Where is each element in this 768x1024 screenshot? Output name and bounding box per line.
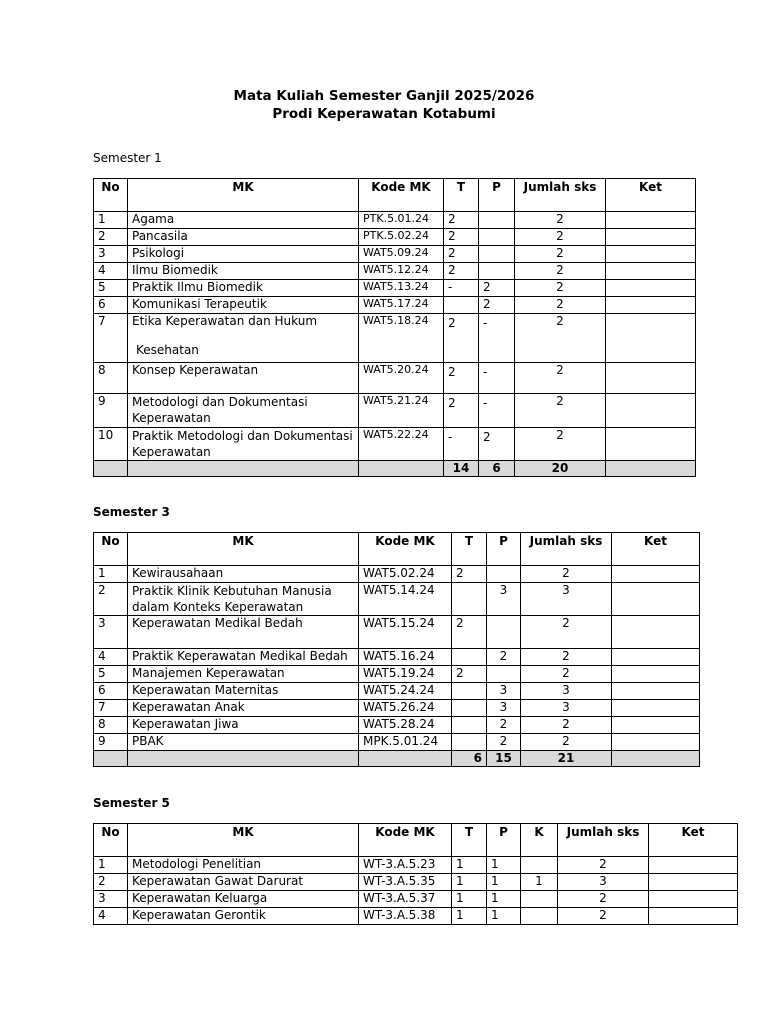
cell-ket xyxy=(606,428,696,461)
total-t: 6 xyxy=(452,751,487,767)
cell-p: 3 xyxy=(487,683,521,700)
cell-no: 9 xyxy=(94,734,128,751)
cell-ket xyxy=(649,891,738,908)
cell-t xyxy=(452,734,487,751)
cell-kode: WAT5.12.24 xyxy=(359,263,444,280)
semester-1-table xyxy=(93,178,696,477)
cell-ket xyxy=(606,314,696,363)
cell-mk: Keperawatan Anak xyxy=(128,700,359,717)
header-t: T xyxy=(452,533,487,566)
cell-jumlah: 2 xyxy=(515,363,606,394)
cell-t xyxy=(444,297,479,314)
cell-ket xyxy=(612,583,700,616)
cell-kode: WAT5.16.24 xyxy=(359,649,452,666)
table-row xyxy=(94,908,738,925)
table-row xyxy=(94,734,700,751)
cell-jumlah: 2 xyxy=(515,428,606,461)
cell-mk: Keperawatan Maternitas xyxy=(128,683,359,700)
cell-p xyxy=(487,666,521,683)
header-jumlah: Jumlah sks xyxy=(558,824,649,857)
semester-3-label: Semester 3 xyxy=(93,505,170,519)
cell-kode: WAT5.28.24 xyxy=(359,717,452,734)
cell-ket xyxy=(606,229,696,246)
cell-p: 2 xyxy=(479,280,515,297)
cell-ket xyxy=(606,394,696,428)
cell-jumlah: 2 xyxy=(515,229,606,246)
cell-p: 1 xyxy=(487,857,521,874)
cell-jumlah: 2 xyxy=(558,857,649,874)
table-row xyxy=(94,314,696,363)
cell-mk: Kewirausahaan xyxy=(128,566,359,583)
cell-p xyxy=(487,566,521,583)
cell-kode: WT-3.A.5.23 xyxy=(359,857,452,874)
cell-no: 1 xyxy=(94,212,128,229)
cell-ket xyxy=(606,363,696,394)
cell-p xyxy=(479,263,515,280)
cell-kode: WT-3.A.5.37 xyxy=(359,891,452,908)
cell-p xyxy=(479,246,515,263)
table-row xyxy=(94,229,696,246)
cell-t xyxy=(452,583,487,616)
cell-p xyxy=(479,229,515,246)
cell-mk: Praktik Ilmu Biomedik xyxy=(128,280,359,297)
cell-kode: WAT5.18.24 xyxy=(359,314,444,363)
cell-ket xyxy=(649,908,738,925)
cell-ket xyxy=(606,246,696,263)
header-mk: MK xyxy=(128,533,359,566)
cell-ket xyxy=(649,857,738,874)
table-row xyxy=(94,246,696,263)
cell-jumlah: 2 xyxy=(515,263,606,280)
table-row xyxy=(94,263,696,280)
cell-jumlah: 2 xyxy=(521,649,612,666)
cell-kode: WAT5.19.24 xyxy=(359,666,452,683)
cell-ket xyxy=(612,734,700,751)
cell-mk xyxy=(128,314,359,363)
cell-kode: WT-3.A.5.38 xyxy=(359,908,452,925)
header-p: P xyxy=(479,179,515,212)
header-ket: Ket xyxy=(606,179,696,212)
cell-mk-line1: Metodologi dan Dokumentasi xyxy=(132,395,308,409)
table-row xyxy=(94,666,700,683)
table-header-row xyxy=(94,179,696,212)
cell-k xyxy=(521,891,558,908)
table-row xyxy=(94,616,700,649)
cell-mk: Keperawatan Gawat Darurat xyxy=(128,874,359,891)
cell-mk: Pancasila xyxy=(128,229,359,246)
header-no: No xyxy=(94,179,128,212)
cell-mk: Komunikasi Terapeutik xyxy=(128,297,359,314)
cell-no: 2 xyxy=(94,229,128,246)
cell-p: 1 xyxy=(487,874,521,891)
cell-t: 1 xyxy=(452,874,487,891)
cell-t: 2 xyxy=(444,229,479,246)
total-row xyxy=(94,751,700,767)
cell-p: 2 xyxy=(487,734,521,751)
cell-no: 6 xyxy=(94,297,128,314)
header-no: No xyxy=(94,533,128,566)
cell-mk-line1: Praktik Klinik Kebutuhan Manusia xyxy=(132,584,332,598)
cell-ket xyxy=(606,263,696,280)
table-row xyxy=(94,212,696,229)
cell-mk: Keperawatan Gerontik xyxy=(128,908,359,925)
cell-kode: WAT5.14.24 xyxy=(359,583,452,616)
cell-jumlah: 2 xyxy=(521,666,612,683)
table-row xyxy=(94,874,738,891)
cell-k xyxy=(521,908,558,925)
cell-kode: WAT5.20.24 xyxy=(359,363,444,394)
cell-jumlah: 2 xyxy=(521,734,612,751)
cell-jumlah: 2 xyxy=(521,717,612,734)
cell-mk: Metodologi Penelitian xyxy=(128,857,359,874)
header-kode: Kode MK xyxy=(359,824,452,857)
cell-t: 1 xyxy=(452,908,487,925)
header-no: No xyxy=(94,824,128,857)
cell-t: 2 xyxy=(452,616,487,649)
cell-mk: Konsep Keperawatan xyxy=(128,363,359,394)
table-row xyxy=(94,717,700,734)
cell-mk: Ilmu Biomedik xyxy=(128,263,359,280)
total-p: 6 xyxy=(479,461,515,477)
cell-ket xyxy=(612,649,700,666)
cell-mk xyxy=(128,428,359,461)
cell-jumlah: 3 xyxy=(558,874,649,891)
header-k: K xyxy=(521,824,558,857)
cell-jumlah: 2 xyxy=(521,566,612,583)
cell-p xyxy=(479,212,515,229)
cell-kode: WT-3.A.5.35 xyxy=(359,874,452,891)
cell-kode: WAT5.15.24 xyxy=(359,616,452,649)
table-row xyxy=(94,891,738,908)
semester-5-label: Semester 5 xyxy=(93,796,170,810)
semester-3-table xyxy=(93,532,700,767)
document-title: Mata Kuliah Semester Ganjil 2025/2026 xyxy=(233,88,535,104)
cell-jumlah: 2 xyxy=(515,212,606,229)
table-row xyxy=(94,363,696,394)
cell-jumlah: 2 xyxy=(521,616,612,649)
cell-t: 2 xyxy=(444,363,479,394)
table-row xyxy=(94,280,696,297)
cell-t: - xyxy=(444,280,479,297)
cell-ket xyxy=(649,874,738,891)
cell-p: 2 xyxy=(479,428,515,461)
cell-no: 7 xyxy=(94,700,128,717)
cell-jumlah: 2 xyxy=(515,394,606,428)
cell-no: 2 xyxy=(94,874,128,891)
total-p: 15 xyxy=(487,751,521,767)
header-mk: MK xyxy=(128,179,359,212)
total-jumlah: 20 xyxy=(515,461,606,477)
total-row xyxy=(94,461,696,477)
table-row xyxy=(94,649,700,666)
cell-jumlah: 2 xyxy=(515,297,606,314)
cell-t: 2 xyxy=(444,246,479,263)
table-row xyxy=(94,583,700,616)
cell-no: 5 xyxy=(94,280,128,297)
cell-ket xyxy=(606,297,696,314)
cell-kode: WAT5.13.24 xyxy=(359,280,444,297)
header-mk: MK xyxy=(128,824,359,857)
cell-mk xyxy=(128,583,359,616)
semester-5-table xyxy=(93,823,738,925)
cell-t: 2 xyxy=(452,566,487,583)
cell-p: 3 xyxy=(487,700,521,717)
header-ket: Ket xyxy=(612,533,700,566)
cell-no: 1 xyxy=(94,566,128,583)
header-p: P xyxy=(487,824,521,857)
cell-kode: PTK.5.02.24 xyxy=(359,229,444,246)
cell-t: 2 xyxy=(452,666,487,683)
cell-ket xyxy=(612,683,700,700)
table-row xyxy=(94,700,700,717)
cell-no: 4 xyxy=(94,908,128,925)
cell-no: 7 xyxy=(94,314,128,363)
cell-p: 1 xyxy=(487,891,521,908)
header-t: T xyxy=(444,179,479,212)
cell-t: - xyxy=(444,428,479,461)
cell-mk: Keperawatan Medikal Bedah xyxy=(128,616,359,649)
cell-mk-line2: Keperawatan xyxy=(132,411,211,425)
cell-t xyxy=(452,700,487,717)
cell-kode: WAT5.17.24 xyxy=(359,297,444,314)
header-ket: Ket xyxy=(649,824,738,857)
cell-t xyxy=(452,683,487,700)
cell-p: - xyxy=(479,314,515,363)
cell-no: 6 xyxy=(94,683,128,700)
cell-p: - xyxy=(479,363,515,394)
cell-no: 1 xyxy=(94,857,128,874)
cell-jumlah: 3 xyxy=(521,683,612,700)
cell-jumlah: 2 xyxy=(515,314,606,363)
cell-no: 3 xyxy=(94,246,128,263)
cell-mk: Agama xyxy=(128,212,359,229)
cell-no: 5 xyxy=(94,666,128,683)
cell-ket xyxy=(612,616,700,649)
cell-jumlah: 2 xyxy=(515,246,606,263)
cell-t: 2 xyxy=(444,394,479,428)
cell-kode: WAT5.09.24 xyxy=(359,246,444,263)
header-t: T xyxy=(452,824,487,857)
cell-t: 2 xyxy=(444,314,479,363)
header-kode: Kode MK xyxy=(359,533,452,566)
header-kode: Kode MK xyxy=(359,179,444,212)
cell-mk-line1: Praktik Metodologi dan Dokumentasi xyxy=(132,429,353,443)
table-row xyxy=(94,428,696,461)
cell-ket xyxy=(606,212,696,229)
cell-p xyxy=(487,616,521,649)
cell-ket xyxy=(612,717,700,734)
total-jumlah: 21 xyxy=(521,751,612,767)
cell-mk xyxy=(128,394,359,428)
cell-k xyxy=(521,857,558,874)
cell-p: 2 xyxy=(487,649,521,666)
cell-ket xyxy=(612,566,700,583)
cell-kode: MPK.5.01.24 xyxy=(359,734,452,751)
cell-t: 1 xyxy=(452,857,487,874)
cell-p: 2 xyxy=(487,717,521,734)
cell-no: 3 xyxy=(94,891,128,908)
cell-kode: WAT5.26.24 xyxy=(359,700,452,717)
cell-no: 10 xyxy=(94,428,128,461)
cell-no: 4 xyxy=(94,263,128,280)
cell-kode: WAT5.21.24 xyxy=(359,394,444,428)
cell-p: 1 xyxy=(487,908,521,925)
cell-t: 2 xyxy=(444,212,479,229)
cell-jumlah: 2 xyxy=(515,280,606,297)
cell-jumlah: 2 xyxy=(558,891,649,908)
semester-1-label: Semester 1 xyxy=(93,151,162,165)
cell-mk: Manajemen Keperawatan xyxy=(128,666,359,683)
cell-kode: PTK.5.01.24 xyxy=(359,212,444,229)
cell-mk-line2: Kesehatan xyxy=(136,343,199,357)
cell-t xyxy=(452,649,487,666)
cell-no: 4 xyxy=(94,649,128,666)
cell-ket xyxy=(606,280,696,297)
header-p: P xyxy=(487,533,521,566)
cell-jumlah: 3 xyxy=(521,583,612,616)
cell-mk: Keperawatan Jiwa xyxy=(128,717,359,734)
cell-p: 2 xyxy=(479,297,515,314)
cell-ket xyxy=(612,666,700,683)
cell-mk-line2: dalam Konteks Keperawatan xyxy=(132,600,304,614)
cell-jumlah: 2 xyxy=(558,908,649,925)
header-jumlah: Jumlah sks xyxy=(521,533,612,566)
cell-t: 1 xyxy=(452,891,487,908)
header-jumlah: Jumlah sks xyxy=(515,179,606,212)
table-row xyxy=(94,857,738,874)
cell-no: 2 xyxy=(94,583,128,616)
cell-no: 8 xyxy=(94,363,128,394)
cell-mk: Keperawatan Keluarga xyxy=(128,891,359,908)
total-t: 14 xyxy=(444,461,479,477)
cell-no: 8 xyxy=(94,717,128,734)
cell-mk: PBAK xyxy=(128,734,359,751)
cell-kode: WAT5.02.24 xyxy=(359,566,452,583)
cell-k: 1 xyxy=(521,874,558,891)
table-row xyxy=(94,394,696,428)
cell-mk-line1: Etika Keperawatan dan Hukum xyxy=(132,314,318,328)
cell-mk: Psikologi xyxy=(128,246,359,263)
table-header-row xyxy=(94,533,700,566)
cell-p: - xyxy=(479,394,515,428)
cell-ket xyxy=(612,700,700,717)
cell-jumlah: 3 xyxy=(521,700,612,717)
cell-no: 9 xyxy=(94,394,128,428)
cell-kode: WAT5.24.24 xyxy=(359,683,452,700)
cell-no: 3 xyxy=(94,616,128,649)
cell-mk: Praktik Keperawatan Medikal Bedah xyxy=(128,649,359,666)
cell-kode: WAT5.22.24 xyxy=(359,428,444,461)
cell-t: 2 xyxy=(444,263,479,280)
table-header-row xyxy=(94,824,738,857)
table-row xyxy=(94,297,696,314)
cell-p: 3 xyxy=(487,583,521,616)
table-row xyxy=(94,566,700,583)
document-subtitle: Prodi Keperawatan Kotabumi xyxy=(272,106,496,122)
cell-t xyxy=(452,717,487,734)
table-row xyxy=(94,683,700,700)
cell-mk-line2: Keperawatan xyxy=(132,445,211,459)
